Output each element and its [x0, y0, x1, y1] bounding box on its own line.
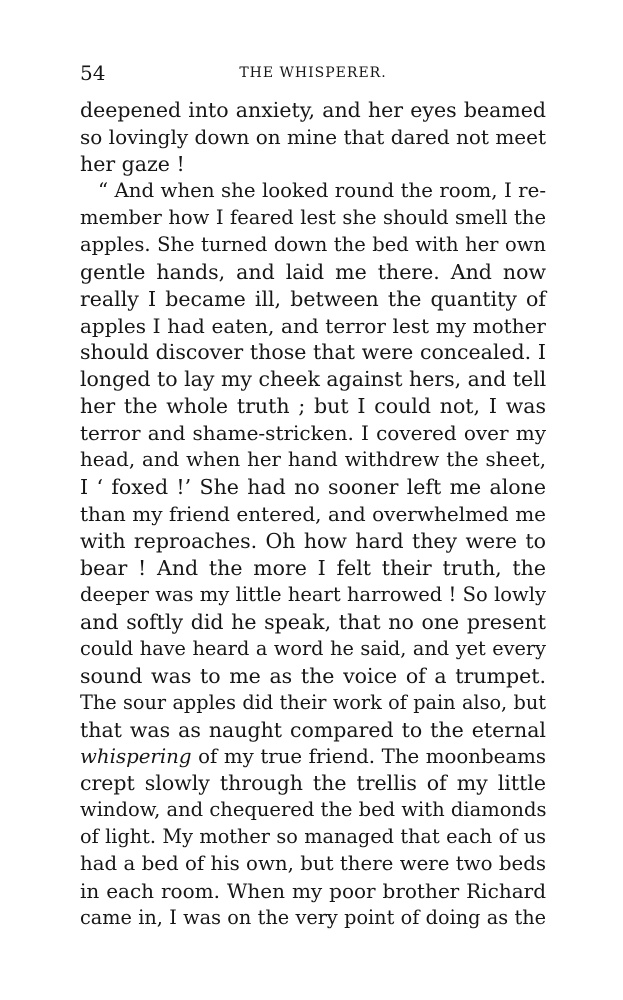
- text-line: [80, 366, 546, 393]
- text-line: [80, 124, 546, 151]
- text-line: [80, 770, 546, 797]
- text-line: [80, 447, 546, 474]
- text-line: [80, 474, 546, 501]
- text-run: so lovingly down on mine that dared not meet: [80, 124, 546, 149]
- page-header: [80, 58, 546, 88]
- text-line: [80, 339, 546, 366]
- text-run: gentle hands, and laid me there. And now: [80, 259, 546, 284]
- text-run: should discover those that were concealed. I: [80, 340, 546, 365]
- text-run: apples I had eaten, and terror lest my mother: [80, 313, 546, 338]
- text-line: [80, 824, 546, 851]
- text-run: head, and when her hand withdrew the sheet,: [80, 448, 546, 472]
- text-line: [80, 582, 546, 609]
- text-line: [80, 393, 546, 420]
- text-run: of light. My mother so managed that each of us: [80, 825, 546, 849]
- text-run: that was as naught compared to the eternal: [80, 717, 546, 742]
- text-line: [80, 609, 546, 636]
- text-run: her gaze !: [80, 151, 185, 176]
- text-line: [80, 744, 546, 771]
- text-line: [80, 151, 546, 178]
- text-run: her the whole truth ; but I could not, I was: [80, 394, 546, 419]
- text-line: [80, 528, 546, 555]
- text-run: The sour apples did their work of pain also, but: [80, 690, 546, 714]
- text-line: [80, 878, 546, 905]
- text-run: could have heard a word he said, and yet every: [80, 636, 546, 660]
- text-run: deeper was my little heart harrowed ! So lowly: [80, 582, 546, 606]
- text-run: came in, I was on the very point of doing as the: [80, 906, 546, 930]
- text-run: than my friend entered, and overwhelmed me: [80, 502, 546, 527]
- running-head: THE WHISPERER.: [239, 65, 387, 81]
- text-run: of my true friend. The moonbeams: [191, 744, 546, 768]
- text-run: sound was to me as the voice of a trumpet.: [80, 663, 546, 688]
- text-line: [80, 501, 546, 528]
- text-run: bear ! And the more I felt their truth, the: [80, 555, 546, 580]
- text-run: I ‘ foxed !’ She had no sooner left me alone: [80, 475, 546, 500]
- page-number: 54: [80, 61, 106, 85]
- text-run: in each room. When my poor brother Richard: [80, 879, 546, 904]
- text-line: [80, 97, 546, 124]
- text-line: [80, 286, 546, 313]
- text-line: [80, 663, 546, 690]
- text-run: really I became ill, between the quantity of: [80, 286, 546, 311]
- text-line: [80, 905, 546, 932]
- text-run: terror and shame-stricken. I covered over my: [80, 421, 546, 446]
- text-run: with reproaches. Oh how hard they were to: [80, 529, 546, 553]
- italic-run: whispering: [80, 744, 192, 768]
- text-line: [80, 690, 546, 717]
- text-line: [80, 555, 546, 582]
- text-line: [80, 797, 546, 824]
- text-run: “ And when she looked round the room, I re-: [98, 178, 546, 202]
- text-run: window, and chequered the bed with diamonds: [80, 798, 547, 822]
- text-run: crept slowly through the trellis of my little: [80, 771, 546, 796]
- text-line: [80, 717, 546, 744]
- text-run: and softly did he speak, that no one present: [80, 609, 546, 634]
- text-line: [80, 851, 546, 878]
- text-run: had a bed of his own, but there were two beds: [80, 852, 546, 876]
- body-text: [80, 97, 546, 932]
- text-run: apples. She turned down the bed with her own: [80, 232, 546, 256]
- text-line: [80, 313, 546, 340]
- text-line: [80, 420, 546, 447]
- text-run: longed to lay my cheek against hers, and tell: [80, 367, 547, 392]
- text-run: member how I feared lest she should smell the: [80, 205, 546, 229]
- text-run: deepened into anxiety, and her eyes beamed: [80, 98, 546, 122]
- text-line: [80, 205, 546, 232]
- text-line: [80, 259, 546, 286]
- text-line: [80, 178, 546, 205]
- text-line: [80, 636, 546, 663]
- text-line: [80, 232, 546, 259]
